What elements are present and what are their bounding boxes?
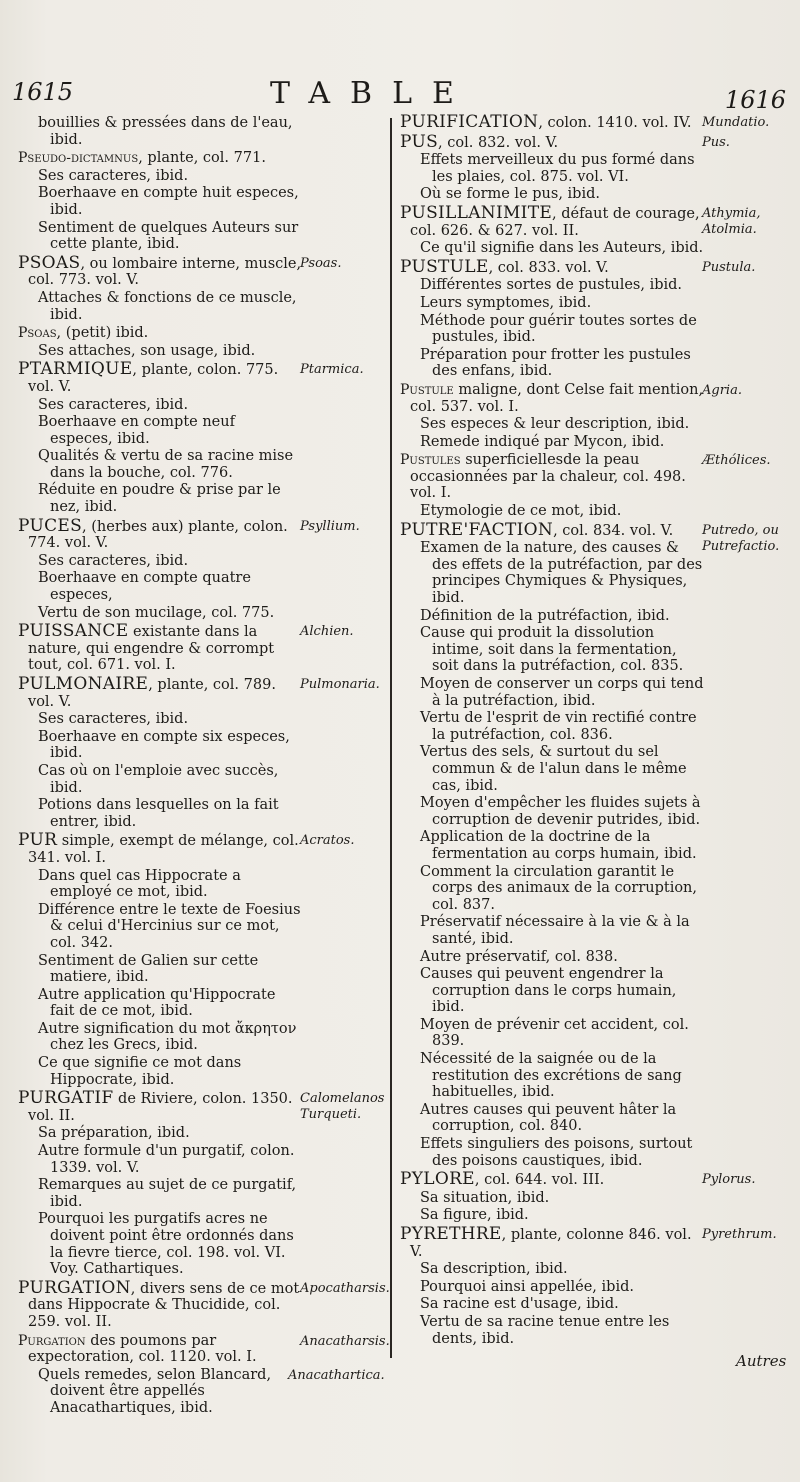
- index-entry: [18, 252, 390, 323]
- headword: Pustule: [400, 381, 454, 398]
- headword: Pseudo-dictamnus: [18, 150, 139, 167]
- subentry-list: [400, 152, 792, 203]
- subentry: Ses caracteres, ibid.: [38, 396, 189, 413]
- subentry: Attaches & fonctions de ce muscle, ibid.: [38, 289, 297, 323]
- subentry: Ce qu'il signifie dans les Auteurs, ibid.: [420, 240, 704, 257]
- subentry-list: [400, 240, 792, 257]
- subentry: Sa préparation, ibid.: [38, 1125, 190, 1142]
- subentry: Moyen de prévenir cet accident, col. 839.: [420, 1016, 689, 1050]
- subentry: Pourquoi ainsi appellée, ibid.: [420, 1278, 634, 1295]
- subentry: Où se forme le pus, ibid.: [420, 186, 600, 203]
- latin-term: Putredo, ou Putrefactio.: [702, 522, 780, 554]
- subentry: Cas où on l'emploie avec succès, ibid.: [38, 762, 279, 796]
- entry-reference: , colon. 1410. vol. IV.: [538, 115, 692, 131]
- entry-reference: , col. 833. vol. V.: [488, 259, 609, 276]
- entry-reference: , ou lombaire interne, muscle, col. 773. vol. V.: [28, 255, 302, 289]
- latin-term: Ptarmica.: [300, 362, 364, 378]
- subentry-list: [18, 343, 390, 360]
- index-entry: [18, 150, 390, 253]
- subentry: Examen de la nature, des causes & des effets de la putréfaction, par des principes Chymiques & Physiques, ibid.: [420, 540, 703, 607]
- entry-reference: , plante, col. 771.: [138, 150, 266, 167]
- subentry: Comment la circulation garantit le corps des animaux de la corruption, col. 837.: [420, 863, 698, 913]
- subentry: Différence entre le texte de Foesius & celui d'Hercinius sur ce mot, col. 342.: [38, 901, 301, 951]
- entry-reference: simple, exempt de mélange, col. 341. vol. I.: [28, 833, 299, 866]
- subentry: Qualités & vertu de sa racine mise dans la bouche, col. 776.: [38, 448, 294, 481]
- subentry-list: [18, 711, 390, 830]
- subentry: Autre formule d'un purgatif, colon. 1339. vol. V.: [38, 1143, 295, 1176]
- index-entry: [400, 1226, 792, 1347]
- entry-reference: existante dans la nature, qui engendre & corrompt tout, col. 671. vol. I.: [28, 624, 275, 674]
- headword: PUTRE'FACTION: [400, 519, 554, 540]
- subentry: Sentiment de Galien sur cette matiere, ibid.: [38, 952, 259, 986]
- headword: PSOAS: [18, 252, 81, 273]
- subentry: Nécessité de la saignée ou de la restitution des excrétions de sang habituelles, ibid.: [420, 1051, 682, 1101]
- subentry: Sa figure, ibid.: [420, 1207, 529, 1224]
- entry-reference: , col. 832. vol. V.: [438, 134, 559, 151]
- right-column: [400, 114, 792, 1349]
- entry-heading: [18, 150, 390, 167]
- latin-term: Calomelanos Turqueti.: [300, 1091, 385, 1123]
- subentry: Remarques au sujet de ce purgatif, ibid.: [38, 1177, 297, 1210]
- subentry-list: [18, 1125, 390, 1277]
- index-entry: [400, 256, 792, 380]
- subentry: Ses especes & leur description, ibid.: [420, 416, 690, 433]
- subentry-list: [18, 168, 390, 253]
- latin-term: Anacatharsis.: [300, 1333, 390, 1349]
- headword: PYLORE: [400, 1169, 475, 1190]
- subentry: Vertu de sa racine tenue entre les dents, ibid.: [420, 1313, 670, 1347]
- subentry: Sa racine est d'usage, ibid.: [420, 1296, 619, 1313]
- entry-reference: , plante, colon. 775. vol. V.: [28, 362, 279, 395]
- index-entry: [400, 382, 792, 450]
- subentry: Causes qui peuvent engendrer la corruption dans le corps humain, ibid.: [420, 966, 677, 1016]
- headword: PURGATION: [18, 1277, 131, 1298]
- subentry: Autre application qu'Hippocrate fait de ce mot, ibid.: [38, 986, 276, 1020]
- subentry: Autres causes qui peuvent hâter la corruption, col. 840.: [420, 1101, 677, 1135]
- index-entry: [18, 1090, 390, 1278]
- subentry-list: [18, 115, 390, 148]
- subentry: Préparation pour frotter les pustules des enfans, ibid.: [420, 346, 691, 380]
- latin-term: Pyrethrum.: [702, 1227, 777, 1242]
- subentry: Préservatif nécessaire à la vie & à la santé, ibid.: [420, 914, 690, 947]
- headword: Pustules: [400, 452, 461, 469]
- entry-reference: de Riviere, colon. 1350. vol. II.: [28, 1091, 293, 1124]
- entry-reference: , (herbes aux) plante, colon. 774. vol. V.: [28, 518, 288, 552]
- index-entry: [400, 519, 792, 1170]
- index-entry: [18, 1333, 390, 1417]
- headword: PUISSANCE: [18, 621, 129, 642]
- headword: PUSTULE: [400, 256, 489, 277]
- subentry-list: [18, 1367, 390, 1417]
- index-entry: [400, 1171, 792, 1224]
- latin-term: Alchien.: [300, 624, 354, 640]
- latin-term: Pylorus.: [702, 1172, 756, 1188]
- subentry: Cause qui produit la dissolution intime, soit dans la fermentation, soit dans la putréfaction, col. 835.: [420, 625, 684, 675]
- subentry: Effets singuliers des poisons, surtout des poisons caustiques, ibid.: [420, 1136, 693, 1169]
- index-entry: [18, 361, 390, 515]
- subentry-list: [400, 277, 792, 380]
- subentry: Ses attaches, son usage, ibid.: [38, 342, 256, 359]
- entry-reference: , plante, col. 789. vol. V.: [28, 677, 276, 710]
- index-entry: [400, 114, 792, 132]
- subentry: Ses caracteres, ibid.: [38, 552, 189, 569]
- latin-term: Pulmonaria.: [300, 677, 380, 692]
- latin-term: Pustula.: [702, 259, 756, 275]
- entry-reference: des poumons par expectoration, col. 1120. vol. I.: [28, 1332, 257, 1366]
- index-entry: [18, 832, 390, 1088]
- index-entry: [18, 515, 390, 622]
- headword: Purgation: [18, 1332, 86, 1349]
- catchword: Autres: [736, 1352, 787, 1370]
- index-entry: [18, 115, 390, 148]
- subentry-list: [18, 553, 390, 621]
- latin-term: Psyllium.: [300, 518, 360, 534]
- index-entry: [18, 676, 390, 830]
- latin-term: Apocatharsis.: [300, 1280, 390, 1296]
- latin-term: Pus.: [702, 134, 730, 150]
- subentry-list: [400, 416, 792, 450]
- subentry-list: [18, 397, 390, 516]
- subentry: Autre préservatif, col. 838.: [420, 948, 618, 965]
- entry-reference: , divers sens de ce mot dans Hippocrate & Thucidide, col. 259. vol. II.: [28, 1280, 300, 1330]
- right-page-number: 1616: [724, 86, 786, 114]
- entry-reference: , col. 834. vol. V.: [553, 522, 674, 539]
- subentry: Boerhaave en compte quatre especes,: [38, 570, 251, 604]
- headword: PUSILLANIMITE: [400, 202, 553, 223]
- entry-reference: maligne, dont Celse fait mention, col. 537. vol. I.: [410, 381, 704, 415]
- left-column: [18, 114, 390, 1419]
- subentry: Vertu de son mucilage, col. 775.: [38, 604, 275, 621]
- subentry: Différentes sortes de pustules, ibid.: [420, 277, 683, 294]
- subentry: Leurs symptomes, ibid.: [420, 294, 592, 311]
- latin-term: Mundatio.: [702, 115, 770, 130]
- subentry-list: [400, 540, 792, 1169]
- subentry: Boerhaave en compte six especes, ibid.: [38, 728, 290, 762]
- subentry: Ses caracteres, ibid.: [38, 167, 189, 184]
- subentry: Sa situation, ibid.: [420, 1189, 550, 1206]
- latin-term: Æthólices.: [702, 453, 771, 469]
- subentry: Sentiment de quelques Auteurs sur cette plante, ibid.: [38, 219, 299, 253]
- latin-term: Psoas.: [300, 255, 342, 271]
- subentry-list: [18, 868, 390, 1089]
- headword: Psoas: [18, 325, 57, 342]
- subentry: Ce que signifie ce mot dans Hippocrate, ibid.: [38, 1055, 242, 1088]
- subentry-list: [400, 1261, 792, 1347]
- headword: PUS: [400, 131, 439, 152]
- subentry-list: [18, 290, 390, 323]
- latin-term: Agria.: [702, 382, 742, 398]
- subentry-list: [400, 1190, 792, 1224]
- subentry: Vertu de l'esprit de vin rectifié contre la putréfaction, col. 836.: [420, 710, 697, 743]
- left-page-number: 1615: [12, 78, 74, 106]
- subentry: Application de la doctrine de la fermentation au corps humain, ibid.: [420, 829, 697, 862]
- index-entry: [400, 202, 792, 257]
- latin-term: Acratos.: [300, 833, 355, 849]
- subentry: bouillies & pressées dans de l'eau, ibid.: [38, 115, 293, 148]
- index-entry: [400, 131, 792, 203]
- headword: PULMONAIRE: [18, 674, 149, 694]
- subentry-list: [400, 503, 792, 520]
- subentry: Moyen d'empêcher les fluides sujets à corruption de devenir putrides, ibid.: [420, 795, 701, 828]
- subentry: Etymologie de ce mot, ibid.: [420, 503, 622, 520]
- subentry: Méthode pour guérir toutes sortes de pustules, ibid.: [420, 312, 697, 346]
- index-entry: [400, 452, 792, 519]
- subentry: Ses caracteres, ibid.: [38, 711, 189, 728]
- headword: PUR: [18, 830, 58, 851]
- subentry: Effets merveilleux du pus formé dans les plaies, col. 875. vol. VI.: [420, 152, 695, 185]
- subentry: Pourquoi les purgatifs acres ne doivent point être ordonnés dans la fievre tierce, col. 198. vol. VI. Voy. Cathartiques.: [38, 1211, 294, 1278]
- index-entry: [18, 1277, 390, 1331]
- subentry: Boerhaave en compte huit especes, ibid.: [38, 185, 299, 218]
- subentry: Dans quel cas Hippocrate a employé ce mot, ibid.: [38, 867, 241, 901]
- subentry: Moyen de conserver un corps qui tend à la putréfaction, ibid.: [420, 676, 704, 709]
- entry-reference: , col. 644. vol. III.: [474, 1172, 605, 1189]
- entry-reference: , plante, colonne 846. vol. V.: [410, 1227, 692, 1260]
- subentry: Réduite en poudre & prise par le nez, ibid.: [38, 482, 281, 516]
- index-entry: [18, 623, 390, 674]
- subentry: Remede indiqué par Mycon, ibid.: [420, 433, 665, 450]
- subentry: Sa description, ibid.: [420, 1261, 568, 1278]
- entry-reference: , défaut de courage, col. 626. & 627. vol. II.: [410, 205, 700, 239]
- column-divider: [390, 118, 392, 1358]
- entry-reference: superficiellesde la peau occasionnées par la chaleur, col. 498. vol. I.: [410, 452, 686, 502]
- headword: PUCES: [18, 515, 83, 536]
- headword: PTARMIQUE: [18, 359, 133, 380]
- subentry: Définition de la putréfaction, ibid.: [420, 607, 670, 624]
- headword: PURGATIF: [18, 1088, 114, 1109]
- entry-heading: [18, 325, 390, 342]
- latin-term: Anacathartica.: [288, 1367, 385, 1383]
- subentry: Potions dans lesquelles on la fait entrer, ibid.: [38, 797, 279, 830]
- index-entry: [18, 325, 390, 359]
- subentry: Boerhaave en compte neuf especes, ibid.: [38, 414, 235, 447]
- headword: PURIFICATION: [400, 112, 539, 132]
- page-title: TABLE: [270, 76, 474, 111]
- subentry: Autre signification du mot ἄκρητον chez les Grecs, ibid.: [38, 1020, 297, 1054]
- headword: PYRETHRE: [400, 1224, 502, 1244]
- subentry: Quels remedes, selon Blancard, doivent être appellés Anacathartiques, ibid. Anacathartica.: [38, 1367, 390, 1417]
- entry-reference: , (petit) ibid.: [56, 325, 149, 342]
- subentry: Vertus des sels, & surtout du sel commun & de l'alun dans le même cas, ibid.: [420, 744, 687, 794]
- latin-term: Athymia, Atolmia.: [702, 205, 761, 237]
